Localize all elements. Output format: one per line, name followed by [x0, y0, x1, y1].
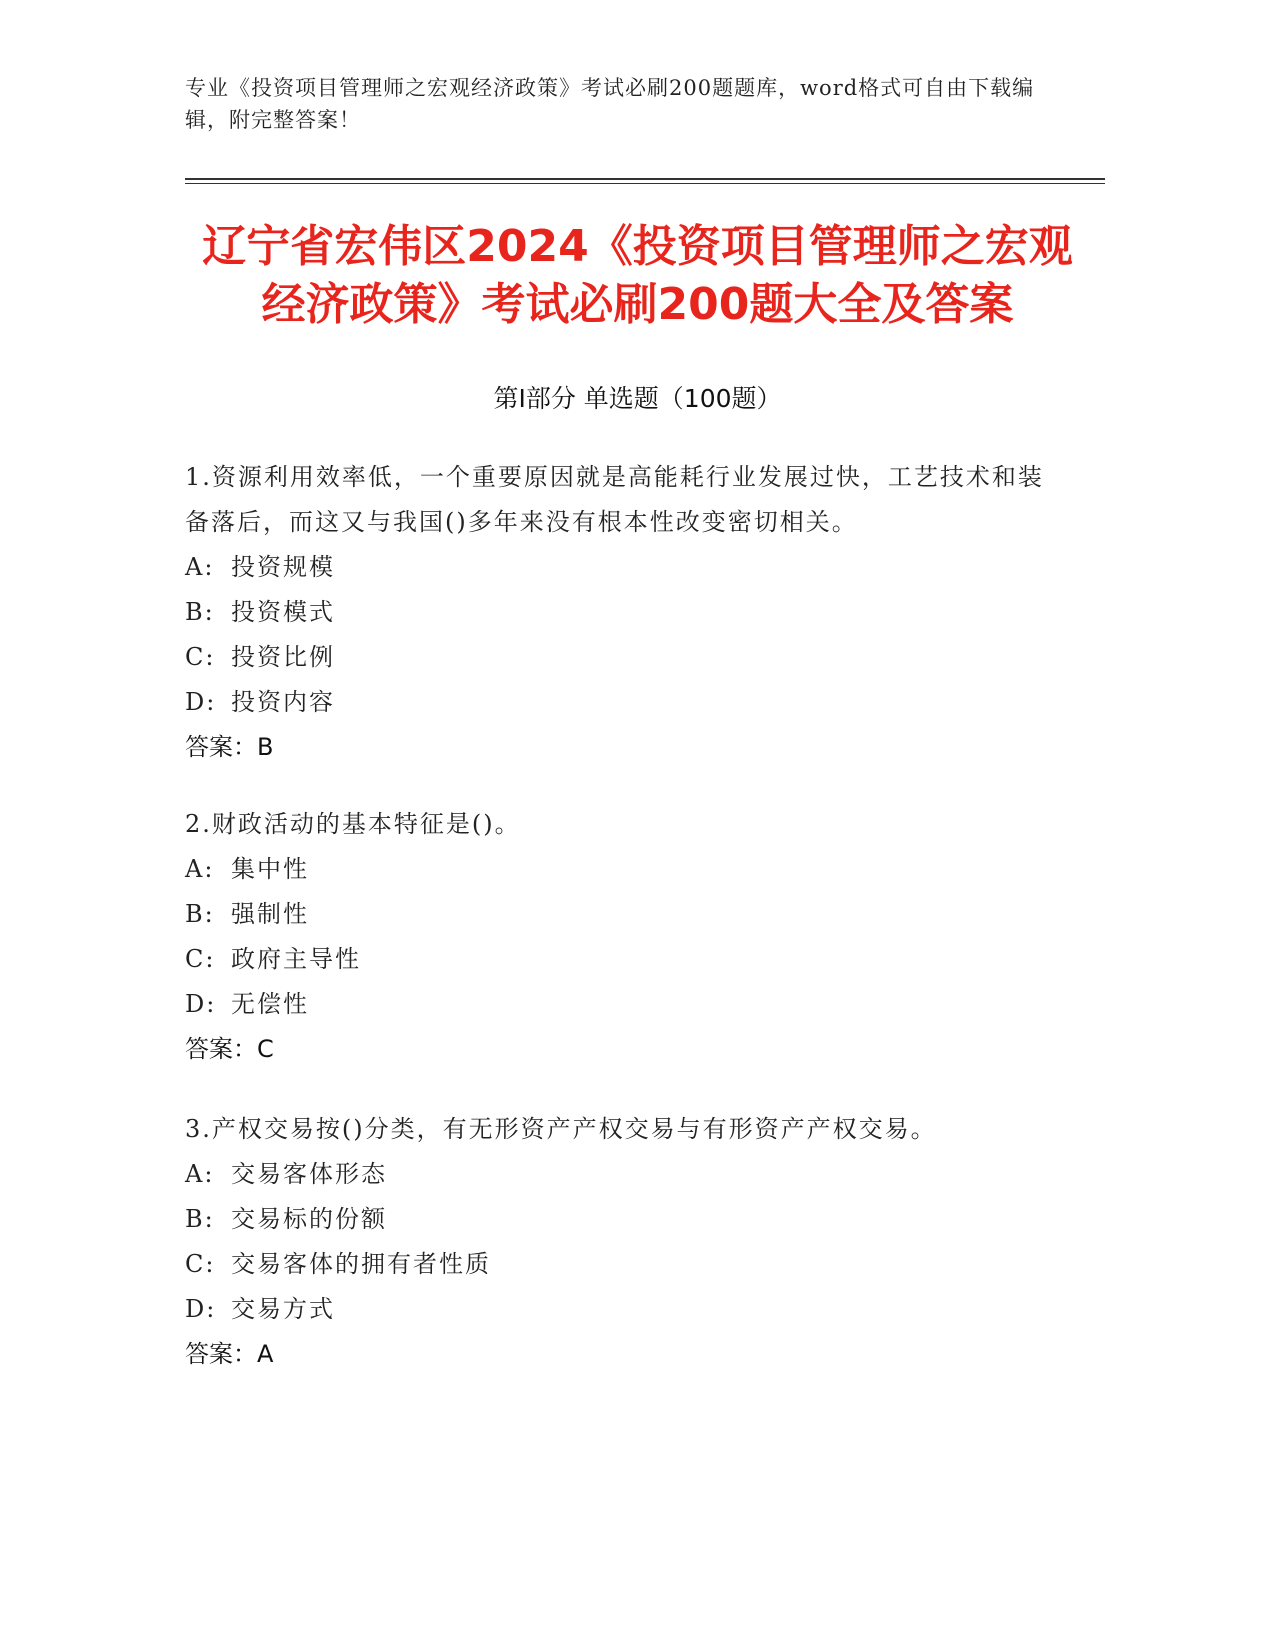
- option-key: B:: [185, 1205, 215, 1233]
- option-text: 交易方式: [231, 1295, 335, 1323]
- option-key: D:: [185, 1295, 217, 1323]
- option-key: D:: [185, 990, 217, 1018]
- option-c: [185, 635, 1065, 680]
- header-note: 专业《投资项目管理师之宏观经济政策》考试必刷200题题库，word格式可自由下载编辑，附完整答案！: [185, 76, 1035, 132]
- option-d: [185, 680, 1065, 725]
- option-key: B:: [185, 598, 215, 626]
- option-text: 投资模式: [231, 598, 335, 626]
- question-stem: 3.产权交易按()分类，有无形资产产权交易与有形资产产权交易。: [185, 1115, 937, 1143]
- option-key: C:: [185, 643, 216, 671]
- section-title: 第Ⅰ部分 单选题（100题）: [493, 384, 782, 413]
- option-key: A:: [185, 855, 215, 883]
- option-text: 投资比例: [231, 643, 335, 671]
- question-3: [185, 1107, 1065, 1377]
- option-d: [185, 1287, 1065, 1332]
- question-1: [185, 455, 1065, 770]
- option-text: 集中性: [231, 855, 309, 883]
- option-text: 交易客体形态: [231, 1160, 387, 1188]
- title-line-2: 经济政策》考试必刷200题大全及答案: [261, 279, 1014, 330]
- option-key: A:: [185, 1160, 215, 1188]
- header-divider-thin: [185, 183, 1105, 184]
- option-d: [185, 982, 1065, 1027]
- option-key: C:: [185, 1250, 216, 1278]
- title-line-1: 辽宁省宏伟区2024《投资项目管理师之宏观: [202, 221, 1073, 272]
- header-divider-thick: [185, 178, 1105, 180]
- option-text: 交易客体的拥有者性质: [231, 1250, 491, 1278]
- option-text: 交易标的份额: [231, 1205, 387, 1233]
- answer: 答案：C: [185, 1035, 274, 1063]
- option-b: [185, 892, 1065, 937]
- option-a: [185, 847, 1065, 892]
- option-key: D:: [185, 688, 217, 716]
- option-c: [185, 1242, 1065, 1287]
- answer: 答案：B: [185, 733, 274, 761]
- option-b: [185, 590, 1065, 635]
- question-stem: 1.资源利用效率低，一个重要原因就是高能耗行业发展过快，工艺技术和装备落后，而这又与我国()多年来没有根本性改变密切相关。: [185, 463, 1044, 536]
- option-a: [185, 1152, 1065, 1197]
- option-text: 政府主导性: [231, 945, 361, 973]
- option-key: B:: [185, 900, 215, 928]
- option-key: C:: [185, 945, 216, 973]
- document-title: [150, 218, 1125, 334]
- option-text: 投资规模: [231, 553, 335, 581]
- answer: 答案：A: [185, 1340, 274, 1368]
- option-text: 投资内容: [231, 688, 335, 716]
- option-text: 无偿性: [231, 990, 309, 1018]
- option-c: [185, 937, 1065, 982]
- question-stem: 2.财政活动的基本特征是()。: [185, 810, 521, 838]
- option-key: A:: [185, 553, 215, 581]
- option-text: 强制性: [231, 900, 309, 928]
- option-b: [185, 1197, 1065, 1242]
- question-2: [185, 802, 1065, 1072]
- option-a: [185, 545, 1065, 590]
